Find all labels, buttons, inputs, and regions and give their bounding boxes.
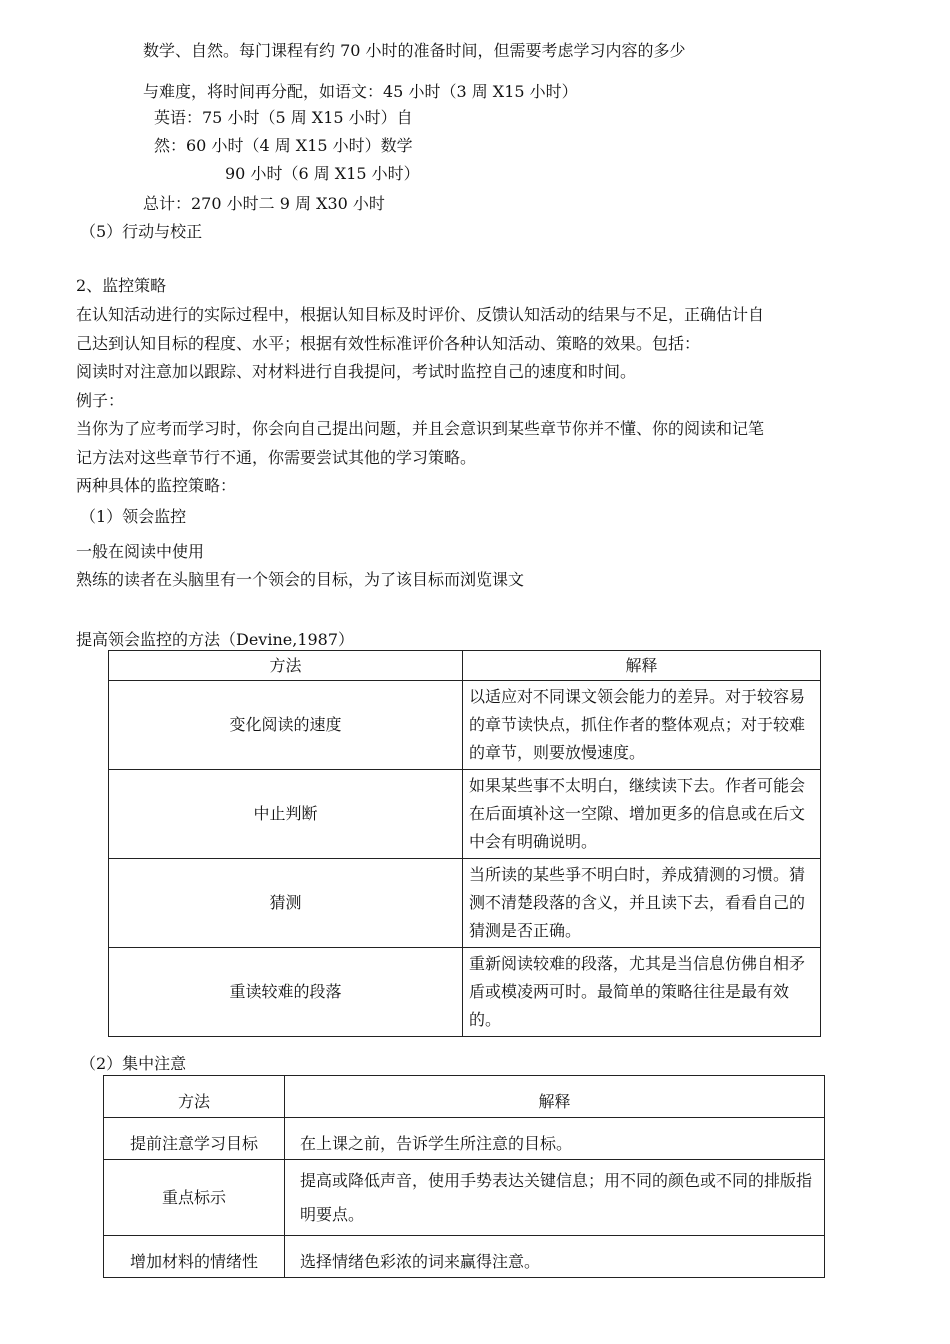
sub-heading-1: （1）领会监控: [80, 507, 187, 526]
explanation-cell: 如果某些事不太明白，继续读下去。作者可能会在后面填补这一空隙、增加更多的信息或在后文中会有明确说明。: [463, 770, 821, 859]
method-cell: 重点标示: [104, 1160, 285, 1236]
intro-line-5: 90 小时（6 周 X15 小时）: [225, 164, 420, 183]
header-method: 方法: [109, 651, 463, 681]
example-line-1: 当你为了应考而学习时，你会向自己提出问题，并且会意识到某些章节你并不懂、你的阅读和记笔: [76, 419, 765, 438]
explanation-cell: 在上课之前，告诉学生所注意的目标。: [285, 1118, 825, 1160]
explanation-cell: 提高或降低声音，使用手势表达关键信息；用不同的颜色或不同的排版指明要点。: [285, 1160, 825, 1236]
method-cell: 重读较难的段落: [109, 948, 463, 1037]
two-strategies: 两种具体的监控策略：: [76, 476, 237, 495]
section-heading: 2、监控策略: [76, 276, 167, 295]
sub1-line-2: 熟练的读者在头脑里有一个领会的目标，为了该目标而浏览课文: [76, 570, 525, 589]
table-row: [109, 770, 821, 859]
intro-line-4: 然：60 小时（4 周 X15 小时）数学: [154, 136, 413, 155]
table-row: [109, 681, 821, 770]
header-method: 方法: [104, 1076, 285, 1118]
table-row: [109, 859, 821, 948]
table-row: [104, 1118, 825, 1160]
method-cell: 猜测: [109, 859, 463, 948]
comprehension-monitoring-table: [108, 650, 821, 1037]
table-row: [104, 1160, 825, 1236]
explanation-cell: 当所读的某些爭不明白时，养成猜测的习惯。猜测不清楚段落的含义，并且读下去，看看自己的猜测是否正确。: [463, 859, 821, 948]
explanation-cell: 选择情绪色彩浓的词来赢得注意。: [285, 1236, 825, 1278]
intro-line-2: 与难度，将时间再分配，如语文：45 小时（3 周 X15 小时）: [143, 82, 578, 101]
intro-line-3: 英语：75 小时（5 周 X15 小时）自: [154, 108, 413, 127]
method-cell: 中止判断: [109, 770, 463, 859]
table-row: [104, 1236, 825, 1278]
example-label: 例子：: [76, 391, 125, 410]
header-explanation: 解释: [285, 1076, 825, 1118]
method-cell: 提前注意学习目标: [104, 1118, 285, 1160]
attention-focus-table: [103, 1075, 825, 1278]
header-explanation: 解释: [463, 651, 821, 681]
sub-heading-2: （2）集中注意: [80, 1054, 187, 1073]
explanation-cell: 重新阅读较难的段落，尤其是当信息仿佛自相矛盾或模凌两可时。最简单的策略往往是最有效的。: [463, 948, 821, 1037]
table1-caption: 提高领会监控的方法（Devine,1987）: [76, 630, 355, 649]
intro-line-7: （5）行动与校正: [80, 222, 203, 241]
para1-line-1: 在认知活动进行的实际过程中，根据认知目标及时评价、反馈认知活动的结果与不足，正确估计自: [76, 305, 765, 324]
table-header-row: [104, 1076, 825, 1118]
table-row: [109, 948, 821, 1037]
example-line-2: 记方法对这些章节行不通，你需要尝试其他的学习策略。: [76, 448, 477, 467]
sub1-line-1: 一般在阅读中使用: [76, 542, 205, 561]
method-cell: 变化阅读的速度: [109, 681, 463, 770]
intro-line-1: 数学、自然。每门课程有约 70 小时的准备时间，但需要考虑学习内容的多少: [143, 41, 686, 60]
para1-line-2: 己达到认知目标的程度、水平；根据有效性标准评价各种认知活动、策略的效果。包括：: [76, 334, 701, 353]
intro-line-6: 总计：270 小时二 9 周 X30 小时: [143, 194, 385, 213]
table-header-row: [109, 651, 821, 681]
explanation-cell: 以适应对不同课文领会能力的差异。对于较容易的章节读快点，抓住作者的整体观点；对于较难的章节，则要放慢速度。: [463, 681, 821, 770]
method-cell: 增加材料的情绪性: [104, 1236, 285, 1278]
para2: 阅读时对注意加以跟踪、对材料进行自我提问，考试时监控自己的速度和时间。: [76, 362, 637, 381]
